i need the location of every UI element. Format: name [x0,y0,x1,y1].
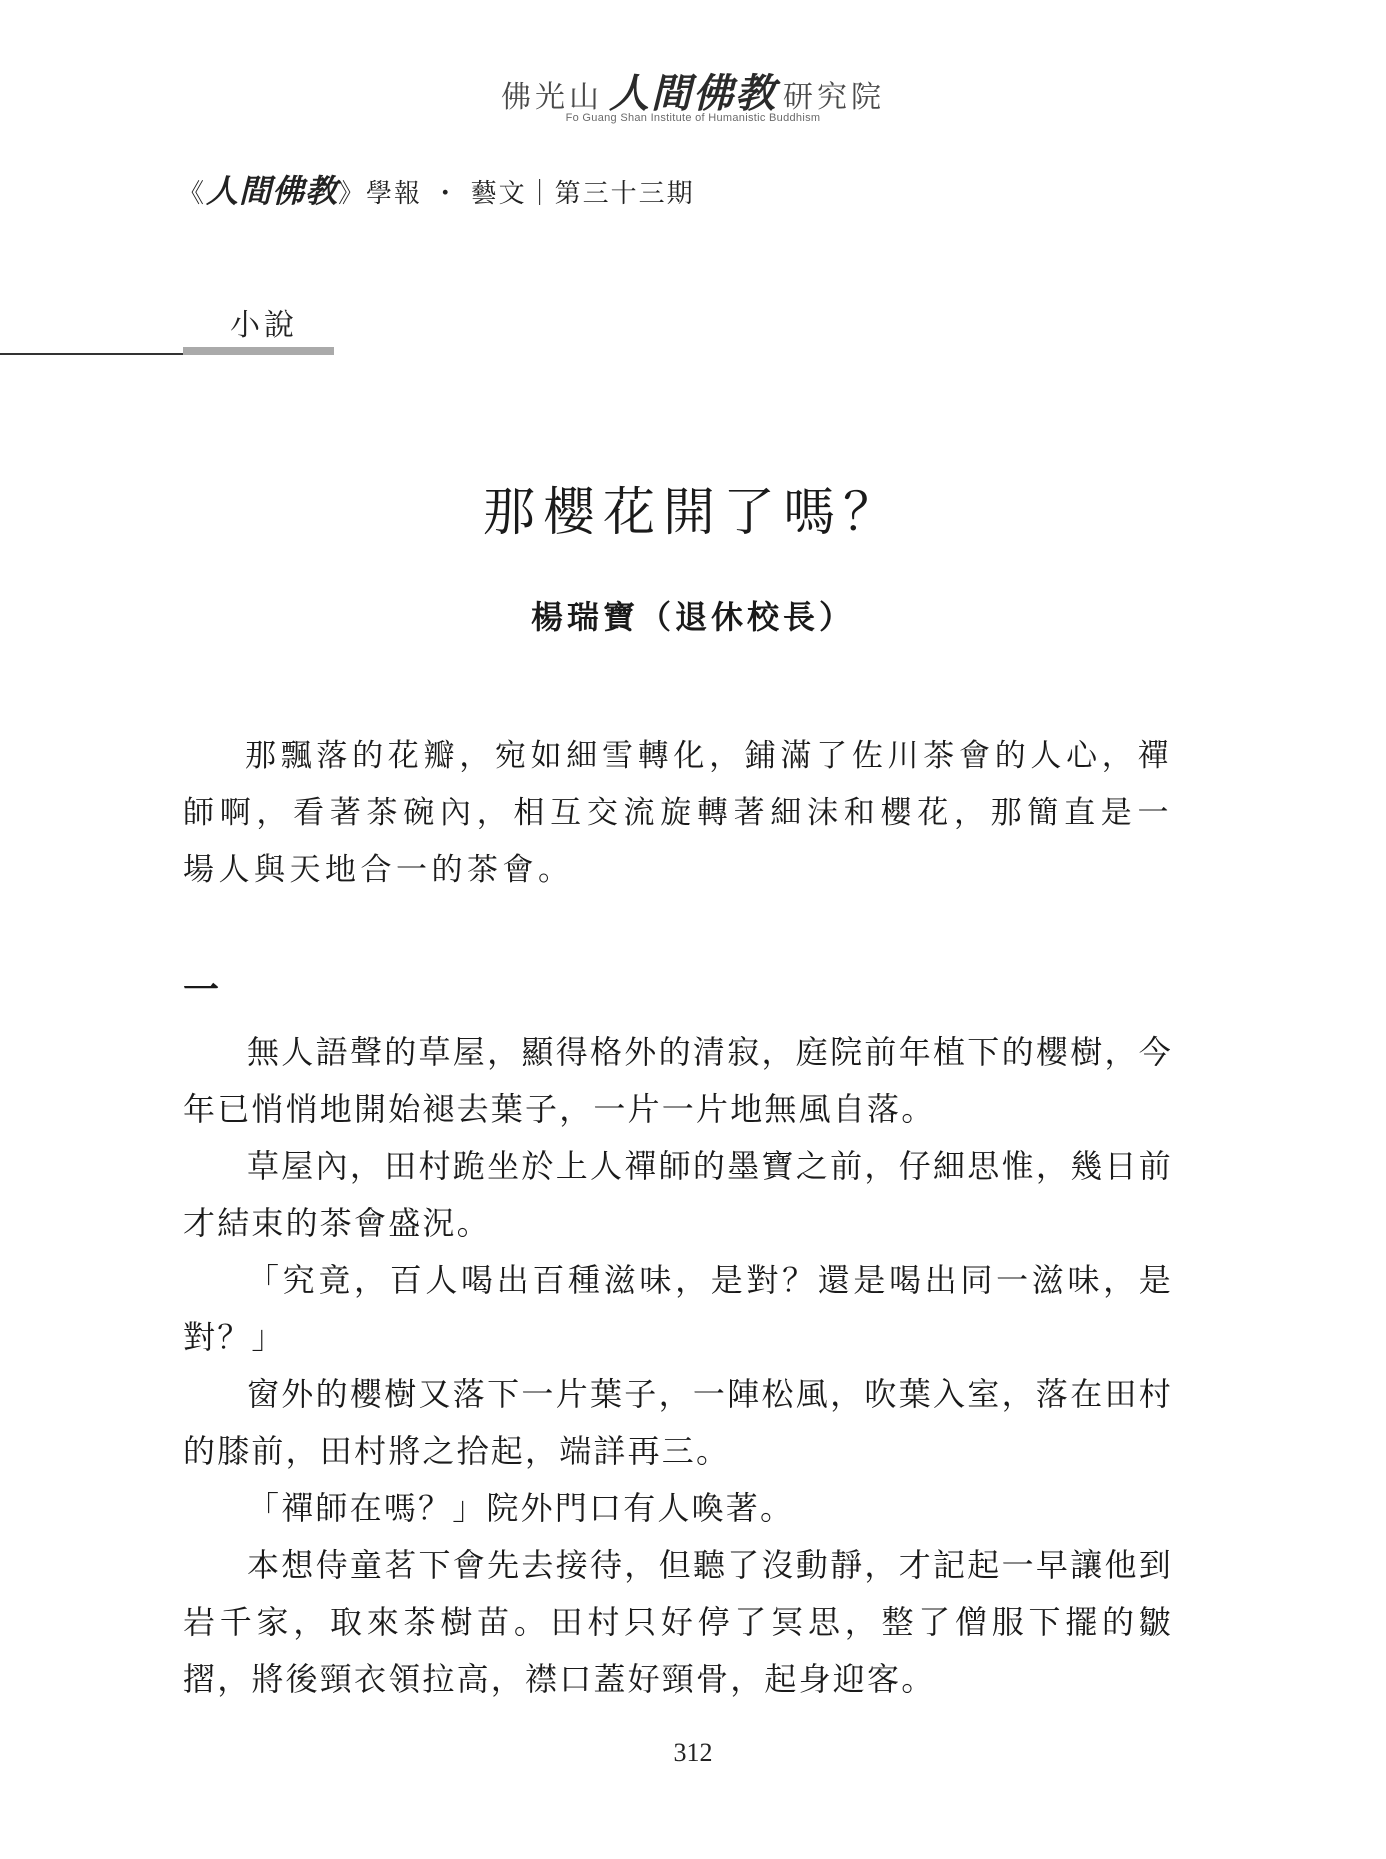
body-paragraph: 本想侍童茗下會先去接待，但聽了沒動靜，才記起一早讓他到岩千家，取來茶樹苗。田村只好停了冥思，整了僧服下擺的皺摺，將後頸衣領拉高，襟口蓋好頸骨，起身迎客。 [183,1546,1173,1698]
institute-brand-logo: 人間佛教 [609,70,777,117]
section-divider-accent [183,347,334,355]
body-paragraph: 窗外的櫻樹又落下一片葉子，一陣松風，吹葉入室，落在田村的膝前，田村將之拾起，端詳再三。 [183,1375,1173,1470]
article-intro [183,728,1173,899]
section-label: 小說 [230,308,298,343]
journal-brand-logo: 人間佛教 [206,172,339,210]
journal-close-bracket: 》 [338,179,367,209]
body-paragraph: 「究竟，百人喝出百種滋味，是對？還是喝出同一滋味，是對？」 [183,1261,1173,1356]
body-paragraph: 「禪師在嗎？」院外門口有人喚著。 [247,1489,795,1527]
page-number: 312 [673,1738,713,1767]
article-author: 楊瑞寶（退休校長） [530,598,855,636]
institute-header [0,62,1386,119]
institute-english-name: Fo Guang Shan Institute of Humanistic Buddhism [565,112,821,124]
intro-paragraph: 那飄落的花瓣，宛如細雪轉化，鋪滿了佐川茶會的人心，禪師啊，看著茶碗內，相互交流旋轉著細沫和櫻花，那簡直是一場人與天地合一的茶會。 [183,738,1173,888]
body-paragraph: 草屋內，田村跪坐於上人禪師的墨寶之前，仔細思惟，幾日前才結束的茶會盛況。 [183,1147,1173,1242]
body-paragraph: 無人語聲的草屋，顯得格外的清寂，庭院前年植下的櫻樹，今年已悄悄地開始褪去葉子，一片一片地無風自落。 [183,1033,1173,1128]
journal-running-header [178,166,695,212]
journal-open-bracket: 《 [178,179,207,209]
institute-prefix: 佛光山 [501,80,603,115]
article-body [183,1024,1173,1708]
institute-suffix: 研究院 [783,80,885,115]
journal-issue-info: 學報 ・ 藝文｜第三十三期 [366,179,695,209]
article-title: 那櫻花開了嗎？ [482,483,903,543]
chapter-mark: 一 [183,969,220,1011]
